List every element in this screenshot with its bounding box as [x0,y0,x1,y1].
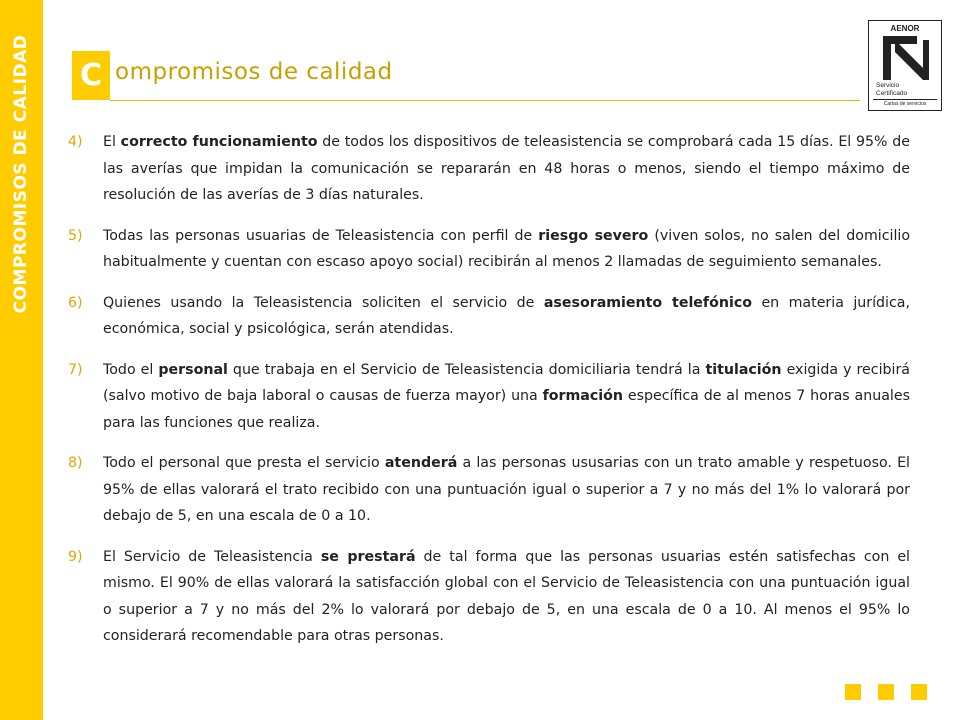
commitments-list [68,129,910,664]
bold-phrase: riesgo severo [538,227,649,244]
text-run: El [103,134,121,150]
deco-square [911,684,927,700]
commitment-item [68,129,910,209]
aenor-n-icon [883,36,929,80]
text-run: a las personas ususarias con un trato amable y respetuoso. El 95% de ellas valorará el trato recibido con una puntuación igual o superior a 7 y no más del 1% lo valorará por debajo de 5, en una escala de 0 a 10. [103,455,910,524]
text-run: específica de al menos 7 horas anuales para las funciones que realiza. [103,388,910,431]
seal-text [876,82,907,98]
bold-phrase: correcto funcionamiento [120,134,318,150]
bold-phrase: se prestará [320,548,416,565]
aenor-seal-logo [868,20,942,111]
page-title: ompromisos de calidad [115,59,393,85]
title-underline [110,100,860,101]
text-run: de todos los dispositivos de teleasistencia se comprobará cada 15 días. El 95% de las averías que impidan la comunicación se repararán en 48 horas o menos, siendo el tiempo máximo de resolución de las averías de 3 días naturales. [103,134,910,203]
decorative-squares [845,684,927,700]
deco-square [845,684,861,700]
bold-phrase: atenderá [384,455,458,471]
commitment-item [68,357,910,437]
bold-phrase: asesoramiento telefónico [543,294,752,311]
bold-phrase: personal [158,361,228,378]
commitment-text [103,544,910,650]
deco-square [878,684,894,700]
title-initial-box: C [72,51,110,100]
commitment-text [103,290,910,343]
commitment-number: 7) [68,361,83,378]
commitment-number: 8) [68,455,83,471]
commitment-number: 6) [68,294,83,311]
text-run: de tal forma que las personas usuarias estén satisfechas con el mismo. El 90% de ellas valorará la satisfacción global con el Servicio de Teleasistencia con una puntuación igual o superior a 7 y no más del 2% lo valorará por debajo de 5, en una escala de 0 a 10. Al menos el 95% lo considerará recomendable para otras personas. [103,548,911,644]
commitment-number: 9) [68,548,83,565]
text-run: Quienes usando la Teleasistencia soliciten el servicio de [103,294,544,311]
commitment-text [103,357,910,437]
text-run: exigida y recibirá (salvo motivo de baja laboral o causas de fuerza mayor) una [103,361,910,404]
commitment-item [68,290,910,343]
commitment-text [103,450,910,530]
commitment-number: 5) [68,227,83,244]
commitment-item [68,450,910,530]
text-run: Todo el personal que presta el servicio [103,455,385,471]
commitment-number: 4) [68,134,83,150]
text-run: (viven solos, no salen del domicilio habitualmente y cuentan con escaso apoyo social) recibirán al menos 2 llamadas de seguimiento semanales. [103,227,911,270]
commitment-item [68,223,910,276]
side-title: COMPROMISOS DE CALIDAD [11,34,31,314]
text-run: Todas las personas usuarias de Teleasistencia con perfil de [103,227,539,244]
seal-line-certificado: Certificado [876,90,908,97]
commitment-item [68,544,910,650]
text-run: en materia jurídica, económica, social y psicológica, serán atendidas. [103,294,911,337]
seal-footer: Cartas de servicios [873,99,937,107]
commitment-text [103,223,910,276]
commitment-text [103,129,910,209]
seal-brand: AENOR [890,24,920,33]
text-run: que trabaja en el Servicio de Teleasistencia domiciliaria tendrá la [227,361,706,378]
bold-phrase: formación [542,388,623,404]
bold-phrase: titulación [705,361,782,378]
text-run: Todo el [103,361,159,378]
text-run: El Servicio de Teleasistencia [103,548,321,565]
seal-line-servicio: Servicio [876,82,900,89]
